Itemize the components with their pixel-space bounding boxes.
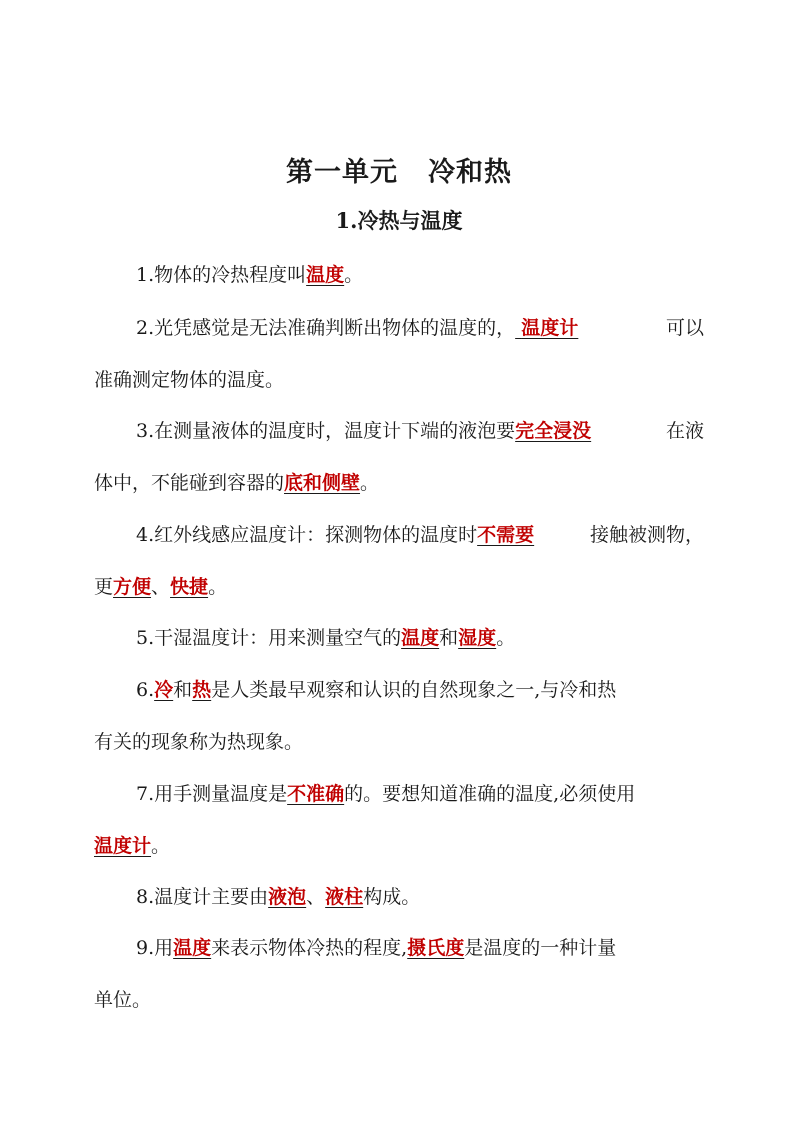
answer: 温度: [401, 627, 440, 649]
item-9: 9.用温度来表示物体冷热的程度,摄氏度是温度的一种计量: [136, 937, 617, 959]
item-7: 7.用手测量温度是不准确的。要想知道准确的温度,必须使用: [136, 783, 636, 805]
item-6: 6.冷和热是人类最早观察和认识的自然现象之一,与冷和热: [136, 679, 617, 701]
unit-title: [94, 150, 704, 189]
item-5: 5.干湿温度计：用来测量空气的温度和湿度。: [136, 627, 516, 649]
unit-number: 第一单元: [286, 157, 398, 188]
answer: 冷: [154, 679, 174, 701]
answer: 不需要: [477, 524, 535, 546]
answer: 湿度: [458, 627, 497, 649]
answer: 底和侧壁: [284, 472, 361, 494]
item-6-cont: 有关的现象称为热现象。: [94, 731, 304, 753]
answer: 热: [192, 679, 212, 701]
item-7-cont: 温度计。: [94, 835, 171, 857]
item-4-cont: 更方便、快捷。: [94, 576, 228, 598]
item-3-cont: 体中，不能碰到容器的底和侧壁。: [94, 472, 380, 494]
answer: 摄氏度: [407, 937, 465, 959]
item-2: 2.光凭感觉是无法准确判断出物体的温度的， 温度计 可以: [136, 317, 704, 339]
answer: 温度: [306, 264, 345, 286]
answer: 温度计: [521, 317, 579, 339]
answer: 液泡: [268, 886, 307, 908]
answer: 液柱: [325, 886, 364, 908]
answer: 温度: [173, 937, 212, 959]
item-3: 3.在测量液体的温度时，温度计下端的液泡要完全浸没 在液: [136, 420, 704, 442]
answer: 快捷: [170, 576, 209, 598]
answer: 完全浸没: [515, 420, 592, 442]
item-2-cont: 准确测定物体的温度。: [94, 369, 285, 391]
item-9-cont: 单位。: [94, 989, 152, 1011]
answer: 温度计: [94, 835, 152, 857]
unit-name: 冷和热: [428, 157, 512, 188]
item-1: 1.物体的冷热程度叫温度。: [136, 264, 364, 286]
answer: 不准确: [287, 783, 345, 805]
lesson-title: 1.冷热与温度: [335, 208, 463, 233]
item-4: 4.红外线感应温度计：探测物体的温度时不需要 接触被测物，: [136, 524, 704, 546]
item-8: 8.温度计主要由液泡、液柱构成。: [136, 886, 421, 908]
answer: 方便: [113, 576, 152, 598]
